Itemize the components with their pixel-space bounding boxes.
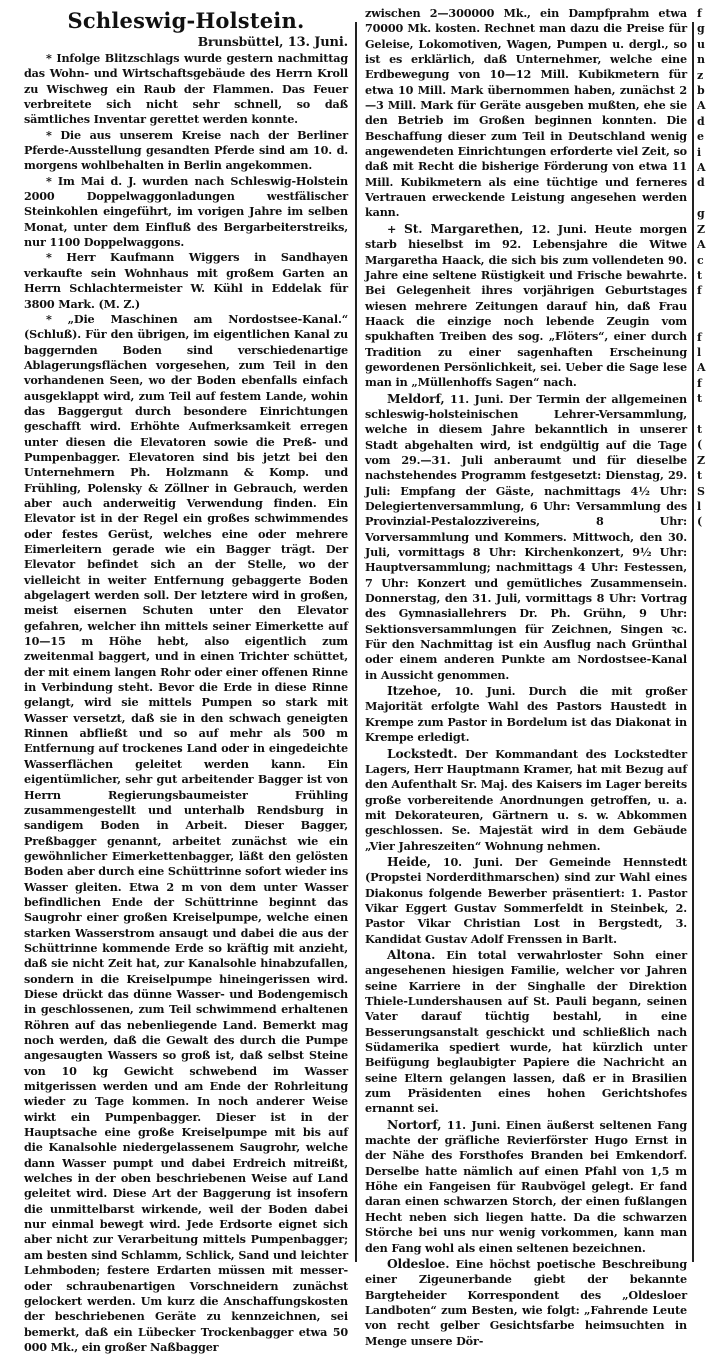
news-item-text: Der Termin der allgemeinen schleswig-holsteinischen Lehrer-Versammlung, welche in diesem Jahre bekanntlich in unserer Stadt abgehalten wird, ist endgültig auf die Tage vom 29.—31. Juli anberaumt und für dieselbe nachstehendes Programm festgesetzt: Dienstag, 29. Juli: Empfang der Gäste, nachmittags 4½ Uhr: Delegiertenversammlung, 6 Uhr: Versammlung des Provinzial-Pestalozzivereins, 8 Uhr: Vorversammlung und Kommers. Mittwoch, den 30. Juli, vormittags 8 Uhr: Kirchenkonzert, 9½ Uhr: Hauptversammlung; nachmittags 4 Uhr: Festessen, 7 Uhr: Konzert und gemütliches Zusammensein. Donnerstag, den 31. Juli, vormittags 8 Uhr: Vortrag des Gymnasiallehrers Dr. Ph. Grühn, 9 Uhr: Sektionsversammlungen für Zeichnen, Singen ꝛc. Für den Nachmittag ist ein Ausflug nach Grünthal oder einem anderen Punkte am Nordostsee-Kanal in Aussicht genommen. — [365, 391, 688, 682]
edge-fragment: A — [697, 99, 706, 113]
news-item — [365, 221, 687, 391]
right-column — [365, 6, 687, 1349]
column-divider — [355, 22, 357, 1262]
article-paragraph: * Im Mai d. J. wurden nach Schleswig-Holstein 2000 Doppelwaggonladungen westfälischer Steinkohlen eingeführt, im vorigen Jahre im selben Monat, unter dem Einfluß des Bergarbeiterstreiks, nur 1100 Doppelwaggons. — [24, 173, 348, 250]
right-articles — [365, 221, 687, 1349]
edge-fragment — [697, 299, 714, 314]
news-item — [365, 1256, 687, 1349]
news-item — [365, 683, 687, 745]
news-item-text: Einen äußerst seltenen Fang machte der gräfliche Revierförster Hugo Ernst in der Nähe des Forsthofes Branden bei Emkendorf. Derselbe hatte nämlich auf einen Pfahl von 1,5 m Höhe ein Fangeisen für Raubvögel gelegt. Er fand daran einen schwarzen Storch, der einen fußlangen Hecht neben sich liegen hatte. Da die schwarzen Störche bei uns nur wenig vorkommen, kann man den Fang wohl als einen seltenen bezeichnen. — [365, 1117, 688, 1255]
news-item-text: Der Kommandant des Lockstedter Lagers, Herr Hauptmann Kramer, hat mit Bezug auf den Aufenthalt Sr. Maj. des Kaisers im Lager bereits große vorbereitende Anordnungen getroffen, u. a. mit Dekorateuren, Gärtnern u. s. w. Abkommen geschlossen. Se. Majestät wird in dem Gebäude „Vier Jahreszeiten“ Wohnung nehmen. — [365, 746, 687, 853]
news-item-date: 10. Juni. — [454, 684, 516, 699]
edge-fragment: l — [697, 500, 702, 513]
article-continuation: zwischen 2—300000 Mk., ein Dampfprahm etwa 70000 Mk. kosten. Rechnet man dazu die Preise für Geleise, Lokomotiven, Wagen, Pumpen u. dergl., so ist es erklärlich, daß Unternehmer, welche eine Erdbewegung von 10—12 Mill. Kubikmetern für etwa 10 Mill. Mark übernommen haben, zunächst 2—3 Mill. Mark für Geräte ausgeben mußten, ehe sie den Betrieb im Großen beginnen konnten. Die Beschaffung dieser zum Teil in Deutschland wenig angewendeten Einrichtungen erforderte viel Zeit, so daß mit Recht die bisherige Förderung von etwa 11 Mill. Kubikmetern als eine tüchtige und ferneres Vertrauen erweckende Leistung angesehen werden kann. — [365, 6, 687, 220]
edge-fragment: c — [697, 253, 704, 267]
news-item-text: Durch die mit großer Majorität erfolgte Wahl des Pastors Haustedt in Krempe zum Pastor in Bordelum ist das Diakonat in Krempe erledigt. — [365, 684, 687, 745]
obituary-cross-icon: + — [387, 221, 404, 236]
edge-fragment — [697, 407, 714, 422]
news-item — [365, 1117, 687, 1256]
edge-fragment: t — [697, 469, 702, 483]
left-column — [24, 8, 348, 1355]
news-item-text: Heute morgen starb hieselbst im 92. Lebensjahre die Witwe Margaretha Haack, die sich bis zum vollendeten 90. Jahre eine seltene Rüstigkeit und Frische bewahrte. Bei Gelegenheit ihres vorjährigen Geburtstages wiesen mehrere Zeitungen darauf hin, daß Frau Haack die einzige noch lebende Zeugin vom spukhaften Treiben des sog. „Flöters“, einer durch Tradition zu einer sagenhaften Erscheinung gewordenen Persönlichkeit, sei. Ueber die Sage lese man in „Müllenhoffs Sagen“ nach. — [365, 221, 687, 390]
column-divider-right — [692, 22, 694, 1262]
edge-fragment: b — [697, 84, 705, 98]
edge-fragment: i — [697, 145, 702, 159]
edge-fragment: f — [697, 7, 702, 20]
news-item-place: Heide, — [387, 853, 431, 869]
article-paragraph: * Die aus unserem Kreise nach der Berliner Pferde-Ausstellung gesandten Pferde sind am 10. d. morgens wohlbehalten in Berlin angekommen. — [24, 127, 348, 173]
dateline — [24, 34, 348, 51]
news-item-place: Itzehoe, — [387, 683, 442, 699]
edge-fragment — [697, 191, 714, 206]
news-item-text: Ein total verwahrloster Sohn einer angesehenen hiesigen Familie, welcher vor Jahren seine Karriere in der Singhalle der Direktion Thiele-Lundershausen auf St. Pauli begann, seinen Vater darauf tüchtig bestahl, in eine Besserungsanstalt geschickt und schließlich nach Südamerika spediert wurde, hat kürzlich unter Beifügung beglaubigter Papiere die Nachricht an seine Eltern gelangen lassen, daß er in Brasilien zum Präsidenten eines hohen Gerichtshofes ernannt sei. — [365, 947, 687, 1116]
edge-fragment: f — [697, 284, 702, 298]
edge-fragment — [697, 314, 714, 329]
edge-fragment: Z — [697, 453, 705, 467]
news-item-text: Der Gemeinde Hennstedt (Propstei Norderdithmarschen) sind zur Wahl eines Diakonus folgende Bewerber präsentiert: 1. Pastor Vikar Eggert Gustav Sommerfeldt in Steinbek, 2. Pastor Vikar Christian Lost in Bergstedt, 3. Kandidat Gustav Adolf Frenssen in Barlt. — [365, 854, 687, 946]
edge-fragment: S — [697, 484, 705, 498]
edge-fragment: d — [697, 176, 705, 190]
article-paragraph: * Herr Kaufmann Wiggers in Sandhayen verkaufte sein Wohnhaus mit großem Garten an Herrn Schlachtermeister W. Kühl in Eddelak für 3800 Mark. (M. Z.) — [24, 250, 348, 311]
edge-fragment: z — [697, 68, 704, 82]
edge-fragment: u — [697, 37, 705, 51]
edge-fragment: t — [697, 422, 702, 436]
edge-fragment: ( — [697, 515, 703, 529]
news-item-place: St. Margarethen, — [403, 220, 524, 236]
news-item — [365, 854, 687, 947]
article-paragraph: * Infolge Blitzschlags wurde gestern nachmittag das Wohn- und Wirtschaftsgebäude des Herrn Kroll zu Wischweg ein Raub der Flammen. Das Feuer verbreitete sich nicht sehr schnell, so daß sämtliches Inventar gerettet werden konnte. — [24, 51, 348, 127]
edge-fragment: ( — [697, 438, 703, 452]
left-articles — [24, 51, 348, 1355]
edge-fragment: t — [697, 392, 702, 406]
news-item-date: 12. Juni. — [531, 221, 587, 236]
edge-fragment: A — [697, 238, 706, 252]
news-item — [365, 746, 687, 854]
news-item-text: Eine höchst poetische Beschreibung einer Zigeunerbande giebt der bekannte Bargteheider Korrespondent des „Oldesloer Landboten“ zum Besten, wie folgt: „Fahrende Leute von recht gelber Gesichtsfarbe heimsuchten in Menge unsere Dör- — [365, 1256, 688, 1348]
edge-fragment: n — [697, 53, 705, 67]
edge-fragment: A — [697, 361, 706, 375]
news-item-place: Altona. — [387, 946, 436, 962]
edge-fragment: A — [697, 161, 706, 175]
news-item-place: Meldorf, — [387, 390, 445, 406]
article-paragraph: * „Die Maschinen am Nordostsee-Kanal.“ (Schluß). Für den übrigen, im eigentlichen Kanal zu baggernden Boden sind verschiedenartige Ablagerungsflächen vorgesehen, zum Teil in den vorhandenen Seen, wo der Boden ebenfalls einfach ausgeklappt wird, zum Teil auf festem Lande, wohin das Baggergut durch besondere Einrichtungen geschafft wird. Erhöhte Aufmerksamkeit erregen unter diesen die Elevatoren sowie die Preß- und Pumpenbagger. Elevatoren sind bis jetzt bei den Unternehmern Ph. Holzmann & Komp. und Frühling, Polensky & Zöllner in Gebrauch, werden aber auch anderweitig Verwendung finden. Ein Elevator ist in der Regel ein großes schwimmendes oder festes Gerüst, welches eine oder mehrere Eimerleitern gerade wie ein Bagger trägt. Der Elevator befindet sich an der Stelle, wo der vielleicht in weiter Entfernung gebaggerte Boden abgelagert werden soll. Der letztere wird in großen, meist eisernen Schuten unter den Elevator gefahren, welcher ihn mittels seiner Eimerkette auf 10—15 m Höhe hebt, also eigentlich zum zweitenmal baggert, und in einen Trichter schüttet, der mit einem langen Rohr oder einer offenen Rinne in Verbindung steht. Bevor die Erde in diese Rinne gelangt, wird sie mittels Pumpen so stark mit Wasser versetzt, daß sie in den schwach geneigten Rinnen abfließt und so auf mehr als 500 m Entfernung auf trockenes Land oder in eingedeichte Wasserflächen geleitet werden kann. Ein eigentümlicher, sehr gut arbeitender Bagger ist von Herrn Regierungsbaumeister Frühling zusammengestellt und unterhalb Rendsburg in sandigem Boden in Arbeit. Dieser Bagger, Preßbagger genannt, arbeitet zunächst wie ein gewöhnlicher Eimerkettenbagger, läßt den gelösten Boden aber durch eine Schüttrinne sofort wieder ins Wasser gleiten. Etwa 2 m von dem unter Wasser befindlichen Ende der Schüttrinne beginnt das Saugrohr einer großen Kreiselpumpe, welche einen starken Wasserstrom ansaugt und dabei die aus der Schüttrinne kommende Erde so kräftig mit anzieht, daß sie nicht Zeit hat, zur Kanalsohle hinabzufallen, sondern in die Kreiselpumpe hineingerissen wird. Diese drückt das dünne Wasser- und Bodengemisch in geschlossenen, zum Teil schwimmend erhaltenen Röhren auf das nebenliegende Land. Bemerkt mag noch werden, daß die Gewalt des durch die Pumpe angesaugten Wassers so groß ist, daß selbst Steine von 10 kg Gewicht schwebend im Wasser mitgerissen werden und am Ende der Rohrleitung wieder zu Tage kommen. In noch anderer Weise wirkt ein Pumpenbagger. Dieser ist in der Hauptsache eine große Kreiselpumpe mit bis auf die Kanalsohle niedergelassenem Saugrohr, welche dann Wasser pumpt und dabei Erdreich mitreißt, welches in der oben beschriebenen Weise auf Land geleitet wird. Diese Art der Baggerung ist insofern die unmittelbarst wirkende, weil der Boden dabei nur einmal bewegt wird. Jede Erdsorte eignet sich aber nicht zur Verarbeitung mittels Pumpenbagger; am besten sind Schlamm, Schlick, Sand und leichter Lehmboden; festere Erdarten müssen mit messer- oder schraubenartigen Vorschneidern zunächst gelockert werden. Um kurz die Anschaffungskosten der beschriebenen Geräte zu kennzeichnen, sei bemerkt, daß ein Lübecker Trockenbagger etwa 50 000 Mk., ein großer Naßbagger — [24, 311, 348, 1354]
news-item — [365, 391, 687, 684]
news-item — [365, 947, 687, 1117]
edge-fragment: Z — [697, 222, 705, 236]
dateline-place: Brunsbüttel, — [197, 34, 284, 49]
edge-fragment: f — [697, 376, 702, 390]
edge-fragment: g — [697, 207, 705, 221]
news-item-place: Oldesloe. — [387, 1255, 450, 1271]
news-item-place: Nortorf, — [387, 1116, 442, 1132]
news-item-date: 10. Juni. — [442, 854, 503, 869]
edge-fragment: e — [697, 130, 704, 144]
dateline-date: 13. Juni. — [287, 35, 348, 50]
edge-fragment: g — [697, 22, 705, 36]
edge-fragment: l — [697, 345, 702, 359]
news-item-date: 11. Juni. — [449, 391, 504, 406]
edge-fragment: t — [697, 268, 702, 282]
edge-column-fragment — [697, 6, 714, 530]
edge-fragment: f — [697, 330, 702, 344]
edge-fragment: d — [697, 114, 705, 128]
news-item-date: 11. Juni. — [446, 1117, 501, 1132]
section-title: Schleswig-Holstein. — [67, 8, 305, 33]
news-item-place: Lockstedt. — [387, 745, 458, 761]
